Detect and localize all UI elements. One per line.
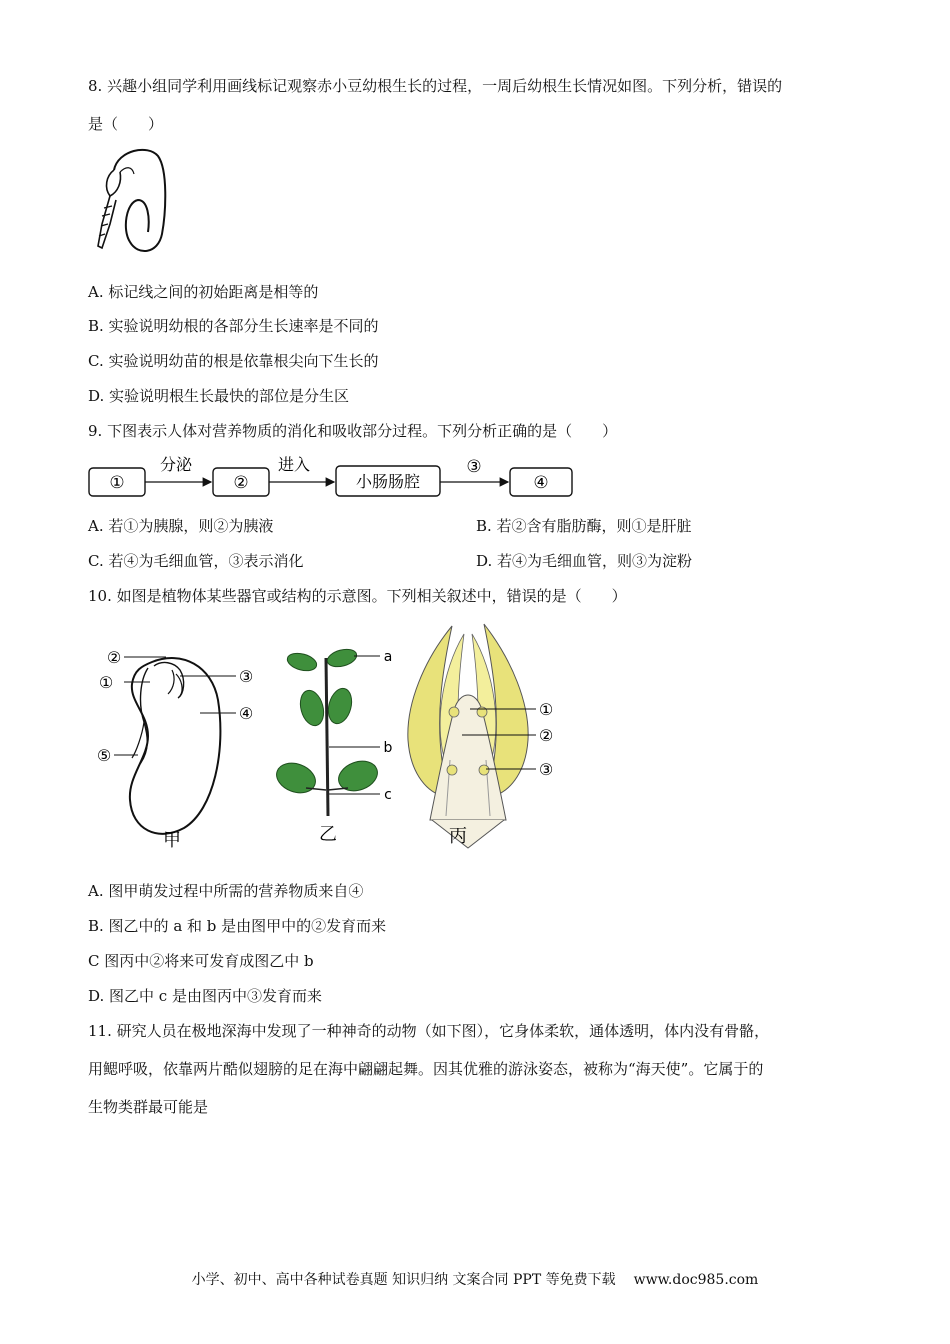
flow-box-4-label: ④ [533,473,549,493]
bing-label-3: ③ [538,760,554,779]
bing-label-1: ① [538,700,554,719]
bing-label-2: ② [538,726,554,745]
q10-option-a: A. 图甲萌发过程中所需的营养物质来自④ [88,882,364,900]
yi-label-a: a [383,649,393,665]
q9-flow-diagram [86,450,578,502]
q11-stem-line1: 11. 研究人员在极地深海中发现了一种神奇的动物（如下图），它身体柔软，通体透明，体内没有骨骼， [88,1022,770,1040]
q9-option-a: A. 若①为胰腺，则②为胰液 [88,517,274,535]
jia-label-1: ① [98,673,114,692]
flow-box-2-label: ② [233,473,249,493]
q10-figure-jia-seed [92,640,272,852]
jia-label-2: ② [106,648,122,667]
yi-caption: 乙 [319,824,337,845]
jia-label-3: ③ [238,667,254,686]
flow-box-1-label: ① [109,473,125,493]
jia-label-5: ⑤ [96,746,112,765]
q8-option-a: A. 标记线之间的初始距离是相等的 [88,283,319,301]
flow-arrow-3-label: ③ [466,457,482,477]
bing-caption: 丙 [449,826,467,847]
flow-arrow-2-label: 进入 [277,455,311,474]
q10-figure-bing-bud [402,620,564,852]
q11-stem-line2: 用鳃呼吸，依靠两片酷似翅膀的足在海中翩翩起舞。因其优雅的游泳姿态，被称为“海天使”。它属于的 [88,1060,764,1078]
q10-stem: 10. 如图是植物体某些器官或结构的示意图。下列相关叙述中，错误的是（ ） [88,587,627,605]
q8-option-b: B. 实验说明幼根的各部分生长速率是不同的 [88,317,379,335]
q8-stem-line2: 是（ ） [88,115,164,133]
q8-option-c: C. 实验说明幼苗的根是依靠根尖向下生长的 [88,352,379,370]
jia-caption: 甲 [163,830,181,851]
q8-stem-line1: 8. 兴趣小组同学利用画线标记观察赤小豆幼根生长的过程，一周后幼根生长情况如图。下列分析，错误的 [88,77,783,95]
q10-option-d: D. 图乙中 c 是由图丙中③发育而来 [88,987,322,1005]
q9-stem: 9. 下图表示人体对营养物质的消化和吸收部分过程。下列分析正确的是（ ） [88,422,618,440]
q9-option-c: C. 若④为毛细血管，③表示消化 [88,552,304,570]
yi-label-c: c [384,787,392,803]
q9-option-d: D. 若④为毛细血管，则③为淀粉 [476,552,693,570]
q11-stem-line3: 生物类群最可能是 [88,1098,209,1116]
flow-box-3-label: 小肠肠腔 [355,472,421,491]
q9-option-b: B. 若②含有脂肪酶，则①是肝脏 [476,517,692,535]
flow-arrow-1-label: 分泌 [159,455,193,474]
q8-option-d: D. 实验说明根生长最快的部位是分生区 [88,387,350,405]
jia-label-4: ④ [238,704,254,723]
page-footer [0,1270,950,1290]
q10-option-b: B. 图乙中的 a 和 b 是由图甲中的②发育而来 [88,917,387,935]
q8-bean-root-figure [92,142,172,258]
footer-text: 小学、初中、高中各种试卷真题 知识归纳 文案合同 PPT 等免费下载 [191,1272,616,1288]
q10-option-c: C 图丙中②将来可发育成图乙中 b [88,952,314,970]
footer-url[interactable]: www.doc985.com [633,1272,759,1288]
q10-figure-yi-seedling [272,640,402,852]
yi-label-b: b [383,740,393,756]
